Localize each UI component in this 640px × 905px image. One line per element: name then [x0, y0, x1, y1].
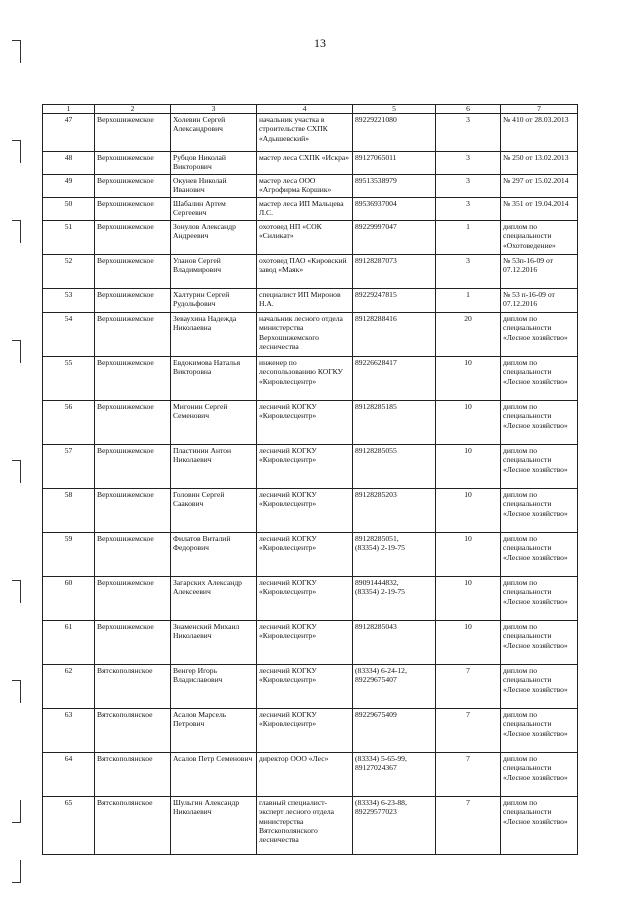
- name-cell: Шульгин Александр Николаевич: [171, 797, 257, 855]
- table-row: [43, 797, 578, 855]
- row-number: 53: [43, 289, 95, 313]
- district-cell: Верхошижемское: [95, 313, 171, 357]
- phone-cell: (83334) 6-24-12, 89229675407: [353, 665, 436, 709]
- document-cell: № 53 п-16-09 от 07.12.2016: [501, 289, 578, 313]
- row-number: 62: [43, 665, 95, 709]
- experience-cell: 3: [436, 255, 501, 289]
- position-cell: директор ООО «Лес»: [257, 753, 353, 797]
- binding-mark: [12, 220, 21, 243]
- district-cell: Верхошижемское: [95, 357, 171, 401]
- row-number: 63: [43, 709, 95, 753]
- position-cell: лесничий КОГКУ «Кировлесцентр»: [257, 445, 353, 489]
- document-cell: диплом по специальности «Лесное хозяйство»: [501, 313, 578, 357]
- name-cell: Венгер Игорь Владиславович: [171, 665, 257, 709]
- district-cell: Верхошижемское: [95, 445, 171, 489]
- position-cell: мастер леса ИП Мальцева Л.С.: [257, 198, 353, 221]
- row-number: 49: [43, 175, 95, 198]
- row-number: 61: [43, 621, 95, 665]
- experience-cell: 1: [436, 289, 501, 313]
- name-cell: Халтурин Сергей Рудольфович: [171, 289, 257, 313]
- table-body: [43, 114, 578, 855]
- experience-cell: 10: [436, 357, 501, 401]
- name-cell: Асалов Марсель Петрович: [171, 709, 257, 753]
- position-cell: лесничий КОГКУ «Кировлесцентр»: [257, 533, 353, 577]
- phone-cell: 89128287073: [353, 255, 436, 289]
- district-cell: Верхошижемское: [95, 255, 171, 289]
- document-cell: диплом по специальности «Лесное хозяйство»: [501, 577, 578, 621]
- phone-cell: 89513538979: [353, 175, 436, 198]
- binding-mark: [12, 140, 21, 163]
- table-row: [43, 114, 578, 152]
- position-cell: охотовед НП «СОК «Силикат»: [257, 221, 353, 255]
- phone-cell: 89128285043: [353, 621, 436, 665]
- name-cell: Головин Сергей Саакович: [171, 489, 257, 533]
- document-cell: № 53п-16-09 от 07.12.2016: [501, 255, 578, 289]
- column-header: 1: [43, 105, 95, 114]
- experience-cell: 10: [436, 577, 501, 621]
- district-cell: Верхошижемское: [95, 577, 171, 621]
- binding-mark: [12, 580, 21, 603]
- row-number: 48: [43, 152, 95, 175]
- row-number: 50: [43, 198, 95, 221]
- phone-cell: 89128288416: [353, 313, 436, 357]
- district-cell: Верхошижемское: [95, 289, 171, 313]
- position-cell: лесничий КОГКУ «Кировлесцентр»: [257, 621, 353, 665]
- row-number: 55: [43, 357, 95, 401]
- table-row: [43, 577, 578, 621]
- phone-cell: 89128285185: [353, 401, 436, 445]
- name-cell: Пластинин Антон Николаевич: [171, 445, 257, 489]
- column-header: 4: [257, 105, 353, 114]
- name-cell: Окунев Николай Иванович: [171, 175, 257, 198]
- document-cell: диплом по специальности «Лесное хозяйство»: [501, 797, 578, 855]
- position-cell: мастер леса ООО «Агрофирма Коршик»: [257, 175, 353, 198]
- phone-cell: 89128285055: [353, 445, 436, 489]
- experience-cell: 10: [436, 621, 501, 665]
- district-cell: Верхошижемское: [95, 221, 171, 255]
- table-row: [43, 445, 578, 489]
- name-cell: Зеваухина Надежда Николаевна: [171, 313, 257, 357]
- position-cell: инженер по лесопользованию КОГКУ «Кировлесцентр»: [257, 357, 353, 401]
- table-header-row: [43, 105, 578, 114]
- name-cell: Шабалин Артем Сергеевич: [171, 198, 257, 221]
- row-number: 57: [43, 445, 95, 489]
- position-cell: мастер леса СХПК «Искра»: [257, 152, 353, 175]
- district-cell: Верхошижемское: [95, 401, 171, 445]
- row-number: 65: [43, 797, 95, 855]
- binding-mark: [12, 340, 21, 363]
- name-cell: Загарских Александр Алексеевич: [171, 577, 257, 621]
- district-cell: Верхошижемское: [95, 489, 171, 533]
- phone-cell: 89229221080: [353, 114, 436, 152]
- page-number: 13: [314, 36, 326, 50]
- experience-cell: 3: [436, 175, 501, 198]
- experience-cell: 7: [436, 797, 501, 855]
- binding-mark: [12, 460, 21, 483]
- phone-cell: 89229247815: [353, 289, 436, 313]
- document-cell: диплом по специальности «Лесное хозяйство»: [501, 753, 578, 797]
- district-cell: Верхошижемское: [95, 533, 171, 577]
- binding-mark: [12, 40, 21, 63]
- district-cell: Верхошижемское: [95, 114, 171, 152]
- position-cell: начальник участка в строительстве СХПК «Адышевский»: [257, 114, 353, 152]
- document-cell: диплом по специальности «Лесное хозяйство»: [501, 357, 578, 401]
- phone-cell: 89091444832, (83354) 2-19-75: [353, 577, 436, 621]
- document-cell: № 410 от 28.03.2013: [501, 114, 578, 152]
- experience-cell: 3: [436, 114, 501, 152]
- document-cell: диплом по специальности «Лесное хозяйство»: [501, 665, 578, 709]
- table-row: [43, 709, 578, 753]
- column-header: 7: [501, 105, 578, 114]
- document-cell: диплом по специальности «Лесное хозяйство»: [501, 401, 578, 445]
- table-row: [43, 401, 578, 445]
- name-cell: Мигонин Сергей Семенович: [171, 401, 257, 445]
- table-row: [43, 313, 578, 357]
- phone-cell: 89536937004: [353, 198, 436, 221]
- phone-cell: 89128285051, (83354) 2-19-75: [353, 533, 436, 577]
- position-cell: лесничий КОГКУ «Кировлесцентр»: [257, 489, 353, 533]
- experience-cell: 10: [436, 533, 501, 577]
- district-cell: Вятскополянское: [95, 709, 171, 753]
- row-number: 64: [43, 753, 95, 797]
- district-cell: Верхошижемское: [95, 175, 171, 198]
- name-cell: Рубцов Николай Викторович: [171, 152, 257, 175]
- experience-cell: 7: [436, 753, 501, 797]
- experience-cell: 7: [436, 709, 501, 753]
- name-cell: Зонулов Александр Андреевич: [171, 221, 257, 255]
- phone-cell: 89226628417: [353, 357, 436, 401]
- position-cell: охотовед ПАО «Кировский завод «Маяк»: [257, 255, 353, 289]
- row-number: 51: [43, 221, 95, 255]
- position-cell: начальник лесного отдела министерства Верхошижемского лесничества: [257, 313, 353, 357]
- district-cell: Верхошижемское: [95, 152, 171, 175]
- document-cell: диплом по специальности «Охотоведение»: [501, 221, 578, 255]
- district-cell: Вятскополянское: [95, 665, 171, 709]
- row-number: 52: [43, 255, 95, 289]
- table-row: [43, 198, 578, 221]
- table-row: [43, 152, 578, 175]
- table-row: [43, 665, 578, 709]
- phone-cell: (83334) 5-65-99, 89127024367: [353, 753, 436, 797]
- experience-cell: 10: [436, 445, 501, 489]
- document-cell: диплом по специальности «Лесное хозяйство»: [501, 621, 578, 665]
- name-cell: Уланов Сергей Владимирович: [171, 255, 257, 289]
- document-cell: № 351 от 19.04.2014: [501, 198, 578, 221]
- table-row: [43, 255, 578, 289]
- row-number: 58: [43, 489, 95, 533]
- district-cell: Верхошижемское: [95, 198, 171, 221]
- row-number: 60: [43, 577, 95, 621]
- name-cell: Асалов Петр Семенович: [171, 753, 257, 797]
- staff-table: [42, 104, 578, 855]
- table-row: [43, 357, 578, 401]
- experience-cell: 7: [436, 665, 501, 709]
- experience-cell: 3: [436, 152, 501, 175]
- binding-mark: [12, 800, 21, 823]
- row-number: 56: [43, 401, 95, 445]
- district-cell: Верхошижемское: [95, 621, 171, 665]
- phone-cell: 89229675409: [353, 709, 436, 753]
- table-row: [43, 753, 578, 797]
- experience-cell: 10: [436, 489, 501, 533]
- row-number: 54: [43, 313, 95, 357]
- table-row: [43, 533, 578, 577]
- name-cell: Холевин Сергей Александрович: [171, 114, 257, 152]
- table-row: [43, 489, 578, 533]
- position-cell: лесничий КОГКУ «Кировлесцентр»: [257, 401, 353, 445]
- document-cell: № 250 от 13.02.2013: [501, 152, 578, 175]
- position-cell: лесничий КОГКУ «Кировлесцентр»: [257, 577, 353, 621]
- binding-mark: [12, 680, 21, 703]
- binding-mark: [12, 860, 21, 883]
- table-row: [43, 175, 578, 198]
- table-row: [43, 221, 578, 255]
- experience-cell: 3: [436, 198, 501, 221]
- table-row: [43, 289, 578, 313]
- document-cell: диплом по специальности «Лесное хозяйство»: [501, 445, 578, 489]
- column-header: 2: [95, 105, 171, 114]
- name-cell: Знаменский Михаил Николаевич: [171, 621, 257, 665]
- position-cell: главный специалист-эксперт лесного отдела министерства Вятскополянского лесничества: [257, 797, 353, 855]
- phone-cell: (83334) 6-23-88, 89229577023: [353, 797, 436, 855]
- row-number: 59: [43, 533, 95, 577]
- experience-cell: 20: [436, 313, 501, 357]
- binding-marks: [10, 40, 24, 900]
- position-cell: лесничий КОГКУ «Кировлесцентр»: [257, 709, 353, 753]
- experience-cell: 1: [436, 221, 501, 255]
- phone-cell: 89229997047: [353, 221, 436, 255]
- district-cell: Вятскополянское: [95, 753, 171, 797]
- district-cell: Вятскополянское: [95, 797, 171, 855]
- table-row: [43, 621, 578, 665]
- column-header: 5: [353, 105, 436, 114]
- document-cell: диплом по специальности «Лесное хозяйство»: [501, 709, 578, 753]
- name-cell: Евдокимова Наталья Викторовна: [171, 357, 257, 401]
- name-cell: Филатов Виталий Федорович: [171, 533, 257, 577]
- position-cell: специалист ИП Миронов Н.А.: [257, 289, 353, 313]
- position-cell: лесничий КОГКУ «Кировлесцентр»: [257, 665, 353, 709]
- row-number: 47: [43, 114, 95, 152]
- column-header: 6: [436, 105, 501, 114]
- document-cell: диплом по специальности «Лесное хозяйство»: [501, 489, 578, 533]
- document-cell: диплом по специальности «Лесное хозяйство»: [501, 533, 578, 577]
- document-cell: № 297 от 15.02.2014: [501, 175, 578, 198]
- experience-cell: 10: [436, 401, 501, 445]
- phone-cell: 89127065011: [353, 152, 436, 175]
- column-header: 3: [171, 105, 257, 114]
- phone-cell: 89128285203: [353, 489, 436, 533]
